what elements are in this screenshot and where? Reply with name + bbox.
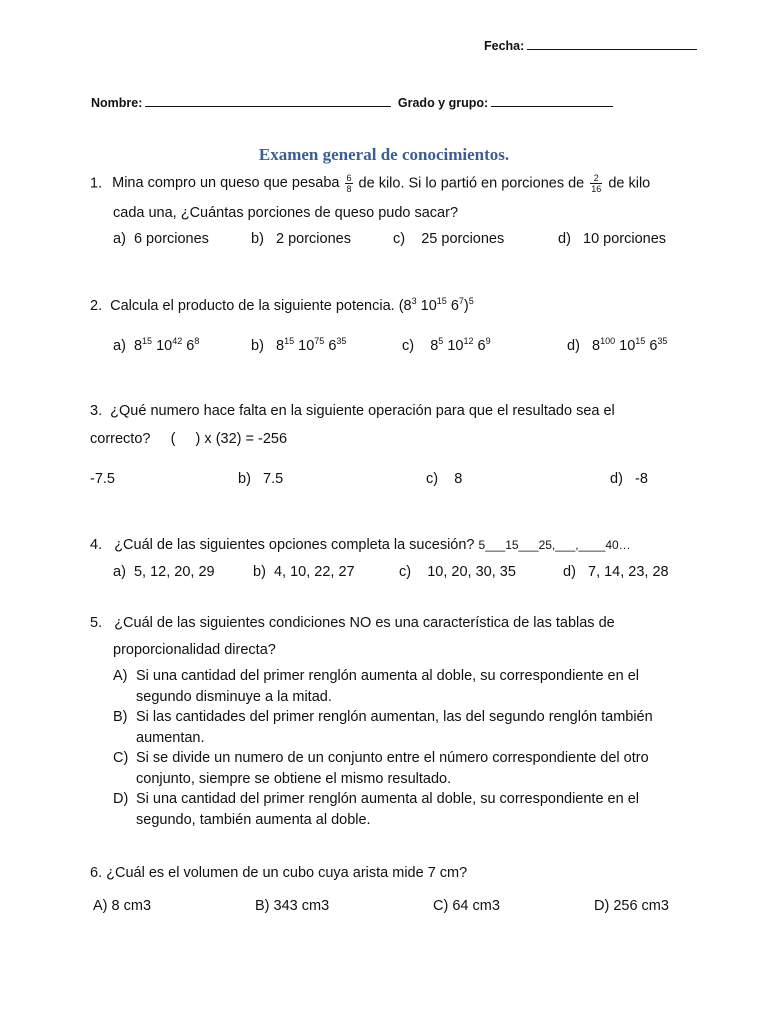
question-1-line-2: cada una, ¿Cuántas porciones de queso pudo sacar? (113, 205, 459, 221)
q4-option-d[interactable]: d) 7, 14, 23, 28 (563, 564, 669, 580)
name-blank[interactable] (145, 95, 391, 107)
q3-option-a[interactable]: -7.5 (90, 471, 115, 487)
grade-blank[interactable] (491, 95, 613, 107)
q5-option-c[interactable]: C) Si se divide un numero de un conjunto entre el número correspondiente del otro conjunto, siempre se obtiene el mismo resultado. (113, 750, 649, 787)
question-1-line-1 (90, 173, 650, 194)
fraction-two-sixteenths: $\frac{2}{16}$ (591, 173, 602, 194)
q6-option-a[interactable]: A) 8 cm3 (93, 898, 152, 914)
date-label: Fecha: (484, 39, 525, 53)
question-5-line-1: 5. ¿Cuál de las siguientes condiciones NO es una característica de las tablas de (90, 615, 615, 631)
date-field[interactable] (484, 38, 697, 53)
q3-option-d[interactable]: d) -8 (610, 471, 648, 487)
question-5-number: 5. (90, 615, 103, 631)
question-1-text-b: de kilo. Si lo partió en porciones de (358, 175, 585, 192)
q2-option-a[interactable]: a) $8^{15}$ $10^{42}$ $6^8$ (113, 336, 200, 354)
q1-option-c[interactable]: c) 25 porciones (393, 231, 505, 247)
question-4-number: 4. (90, 537, 103, 553)
q5-option-b[interactable]: B) Si las cantidades del primer renglón aumentan, las del segundo renglón también aumentan. (113, 709, 653, 746)
q4-option-c[interactable]: c) 10, 20, 30, 35 (399, 564, 516, 580)
exam-title: Examen general de conocimientos. (258, 145, 510, 164)
q1-option-d[interactable]: d) 10 porciones (558, 231, 667, 247)
q6-option-b[interactable]: B) 343 cm3 (255, 898, 330, 914)
q1-option-b[interactable]: b) 2 porciones (251, 231, 351, 247)
q6-option-c[interactable]: C) 64 cm3 (433, 898, 500, 914)
question-1-text-a: Mina compro un queso que pesaba (112, 175, 340, 192)
q3-option-c[interactable]: c) 8 (426, 471, 463, 487)
q4-option-b[interactable]: b) 4, 10, 22, 27 (253, 564, 355, 580)
question-2-number: 2. (90, 298, 103, 314)
question-1-text-c: de kilo (608, 175, 651, 192)
q2-option-b[interactable]: b) $8^{15}$ $10^{75}$ $6^{35}$ (251, 336, 347, 354)
question-5-line-2: proporcionalidad directa? (113, 642, 276, 658)
question-1-number: 1. (90, 175, 103, 192)
question-2-line: 2. Calcula el producto de la siguiente potencia. ($8^3$ $10^{15}$ $6^7)^5$ (90, 296, 474, 314)
name-field[interactable] (91, 95, 613, 110)
sequence: 5___15___25,___,____40… (478, 538, 631, 552)
question-4-line: 4. ¿Cuál de las siguientes opciones completa la sucesión? 5___15___25,___,____40… (90, 537, 631, 553)
question-3-line-1: 3. ¿Qué numero hace falta en la siguiente operación para que el resultado sea el (90, 403, 615, 419)
fraction-six-eighths: $\frac{6}{8}$ (346, 173, 352, 194)
q5-option-d[interactable]: D) Si una cantidad del primer renglón aumenta al doble, su correspondiente en el segundo, también aumenta al doble. (113, 791, 639, 828)
name-label: Nombre: (91, 96, 143, 110)
q5-option-a[interactable]: A) Si una cantidad del primer renglón aumenta al doble, su correspondiente en el segundo disminuye a la mitad. (113, 668, 639, 705)
q3-option-b[interactable]: b) 7.5 (238, 471, 284, 487)
question-6-line: 6. ¿Cuál es el volumen de un cubo cuya arista mide 7 cm? (90, 865, 468, 881)
q2-option-d[interactable]: d) $8^{100}$ $10^{15}$ $6^{35}$ (567, 336, 668, 354)
q4-option-a[interactable]: a) 5, 12, 20, 29 (113, 564, 215, 580)
grade-label: Grado y grupo: (397, 96, 489, 110)
question-3-line-2: correcto? ( ) x (32) = -256 (90, 431, 288, 447)
q2-option-c[interactable]: c) $8^5$ $10^{12}$ $6^9$ (402, 336, 491, 354)
q5-options-list (113, 666, 673, 830)
q1-option-a[interactable]: a) 6 porciones (113, 231, 209, 247)
date-blank[interactable] (527, 38, 697, 50)
q6-option-d[interactable]: D) 256 cm3 (594, 898, 669, 914)
question-3-number: 3. (90, 403, 103, 419)
